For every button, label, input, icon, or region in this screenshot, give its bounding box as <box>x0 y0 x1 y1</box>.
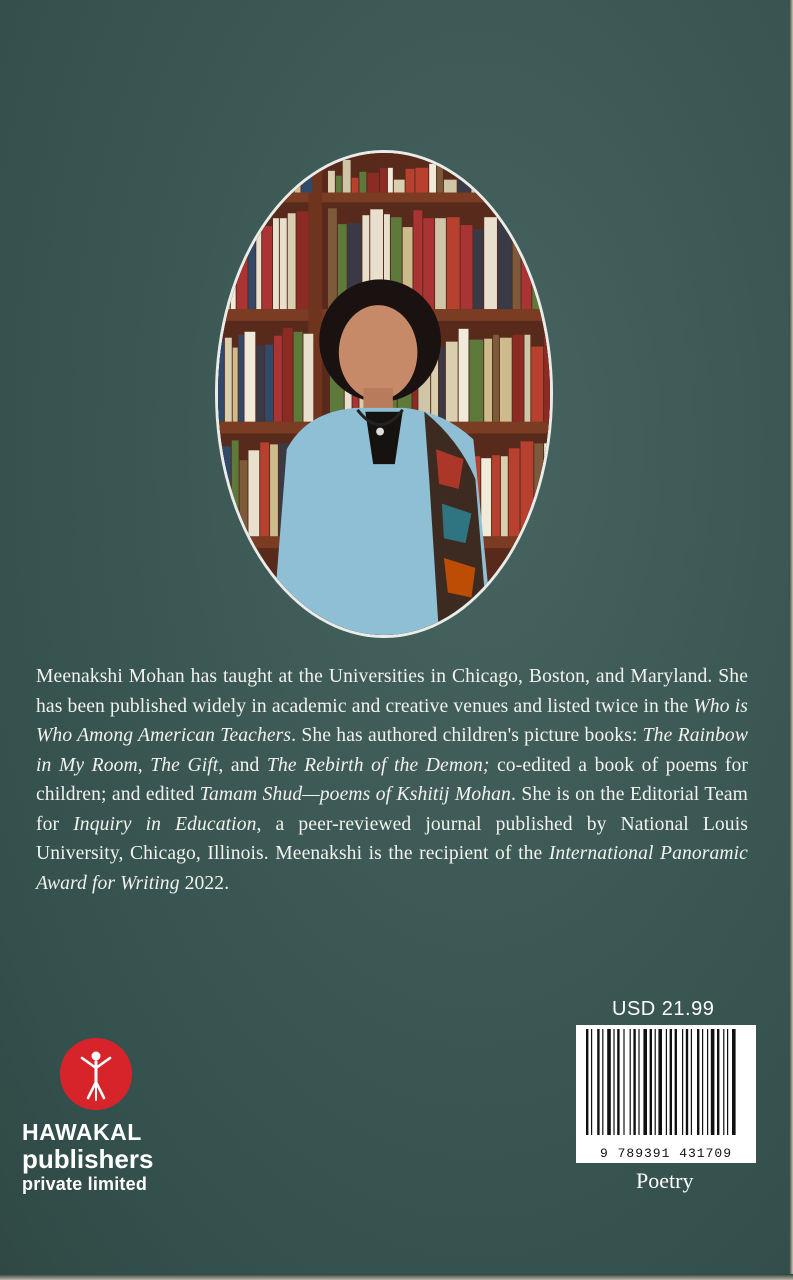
shelf-book <box>270 444 278 536</box>
barcode-bar <box>723 1029 724 1135</box>
barcode-bar <box>670 1029 672 1135</box>
shelf-book <box>459 329 469 422</box>
shelf-book <box>233 348 238 422</box>
author-biography <box>36 662 748 898</box>
shelf-book <box>297 211 309 309</box>
barcode-bar <box>643 1029 647 1135</box>
genre-label: Poetry <box>636 1168 694 1193</box>
barcode-bar <box>658 1029 662 1135</box>
barcode-bar <box>655 1029 656 1135</box>
bio-title-inquiry: Inquiry in Education <box>73 813 257 835</box>
shelf-book <box>225 338 232 422</box>
shelf-book <box>274 336 282 422</box>
shelf-book <box>447 217 460 309</box>
bio-text: , a peer-reviewed journal published by National Louis University, Chicago, Illinois. Meenakshi is the recipient of the <box>36 813 748 864</box>
isbn-number: 9 789391 431709 <box>599 1146 733 1161</box>
shelf-book <box>301 165 312 193</box>
bio-text: , <box>137 754 151 776</box>
bio-title-rainbow: The Rainbow in My Room <box>36 725 748 776</box>
bio-text: co-edited a book of poems for children; and edited <box>36 754 748 805</box>
bio-title-rebirth: The Rebirth of the Demon; <box>266 754 490 776</box>
shelf-book <box>256 346 264 422</box>
shelf-book <box>492 455 500 536</box>
barcode-bar <box>717 1029 719 1135</box>
shelf-book <box>435 218 446 309</box>
shelf-book <box>218 171 227 193</box>
shelf-book <box>406 169 415 193</box>
shelf-book <box>303 334 313 422</box>
shelf-book <box>461 225 473 309</box>
publisher-logo <box>22 1038 172 1195</box>
isbn-barcode <box>576 1025 756 1163</box>
barcode-bar <box>617 1029 619 1135</box>
barcode-bar <box>711 1029 715 1135</box>
shelf-book <box>282 179 287 193</box>
shelf-book <box>531 347 543 422</box>
shelf-book <box>446 342 458 422</box>
shelf-book <box>336 176 342 193</box>
bio-award-name: International Panoramic Award for Writing <box>36 843 748 894</box>
shelf-book <box>534 443 543 536</box>
barcode-bar <box>702 1029 703 1135</box>
shelf-book <box>295 168 301 193</box>
page-edge-bottom <box>0 1274 793 1280</box>
shelf-book <box>471 159 481 193</box>
bio-title-who-is-who: Who is Who Among American Teachers <box>36 695 748 746</box>
shelf-book <box>481 458 491 536</box>
barcode-bar <box>650 1029 652 1135</box>
barcode-bar <box>613 1029 614 1135</box>
shelf-book <box>343 160 351 193</box>
shelf-book <box>532 209 544 309</box>
shelf-book <box>513 335 524 422</box>
shelf-book <box>248 450 259 536</box>
shelf-book <box>484 339 492 422</box>
shelf-book <box>544 336 550 422</box>
shelf-book <box>239 335 244 422</box>
price-label: USD 21.99 <box>612 998 715 1020</box>
shelf-book <box>294 332 303 422</box>
shelf-book <box>544 443 550 536</box>
shelf-book <box>484 217 497 309</box>
shelf-book <box>524 335 530 422</box>
shelf-book <box>228 168 235 193</box>
barcode-bar <box>675 1029 677 1135</box>
barcode-bar <box>633 1029 635 1135</box>
shelf-book <box>232 440 239 536</box>
shelf-book <box>394 180 405 193</box>
shelf-book <box>283 328 293 422</box>
shelf-book <box>503 159 517 193</box>
bio-text: 2022. <box>179 872 230 894</box>
bio-text: , and <box>218 754 267 776</box>
page-edge-right <box>789 0 793 1280</box>
barcode-bar <box>586 1029 588 1135</box>
shelf-book <box>256 209 261 309</box>
shelf-book <box>439 347 445 422</box>
shelf-book <box>359 172 366 193</box>
shelf-book <box>429 164 436 193</box>
barcode-bar <box>686 1029 688 1135</box>
shelf-book <box>236 178 241 193</box>
shelf-book <box>522 217 532 309</box>
barcode-bar <box>623 1029 624 1135</box>
shelf-book <box>288 168 294 193</box>
shelf-book <box>498 220 512 309</box>
shelf-book <box>240 460 248 536</box>
shelf-book <box>380 168 387 193</box>
shelf-book <box>328 208 337 309</box>
barcode-bar <box>597 1029 599 1135</box>
shelf-book <box>248 226 255 309</box>
author-portrait <box>215 150 553 638</box>
shelf-book <box>218 446 231 536</box>
shelf-book <box>444 180 457 193</box>
shelf-book <box>218 341 224 422</box>
bio-text: . She is on the Editorial Team for <box>36 784 749 835</box>
barcode-bar <box>707 1029 708 1135</box>
shelf-book <box>437 164 443 193</box>
shelf-book <box>218 227 230 309</box>
shelf-book <box>493 335 499 422</box>
shelf-book <box>509 448 520 536</box>
barcode-bar <box>602 1029 603 1135</box>
bio-text: Meenakshi Mohan has taught at the Universities in Chicago, Boston, and Maryland. She has been published widely in academic and creative venues and listed twice in the <box>36 666 748 717</box>
shelf-book <box>545 229 550 309</box>
shelf-book <box>231 211 236 309</box>
barcode-bar <box>591 1029 592 1135</box>
shelf-book <box>273 218 279 309</box>
shelf-book <box>518 168 528 193</box>
barcode-bar <box>638 1029 639 1135</box>
barcode-bar <box>607 1029 611 1135</box>
shelf-book <box>491 175 502 193</box>
shelf-book <box>543 169 550 193</box>
shelf-book <box>262 226 272 309</box>
publisher-name: HAWAKAL <box>22 1119 142 1145</box>
shelf-book <box>251 160 262 193</box>
shelf-book <box>265 345 273 422</box>
publisher-line3: private limited <box>22 1174 148 1194</box>
shelf-book <box>271 169 281 193</box>
shelf-book <box>501 456 508 536</box>
bio-title-tamam-shud: Tamam Shud—poems of Kshitij Mohan <box>199 784 511 805</box>
barcode-bar <box>732 1029 736 1135</box>
shelf-book <box>513 224 521 309</box>
shelf-book <box>521 441 534 536</box>
shelf-book <box>352 178 359 193</box>
shelf-book <box>237 222 248 309</box>
shelf-book <box>367 173 379 193</box>
barcode-bar <box>630 1029 631 1135</box>
shelf-book <box>263 173 270 193</box>
barcode-bar <box>691 1029 692 1135</box>
shelf-book <box>469 340 483 422</box>
shelf-book <box>280 218 287 309</box>
barcode-bar <box>697 1029 699 1135</box>
bio-text: . She has authored children's picture books: <box>291 725 643 746</box>
shelf-book <box>458 175 471 193</box>
shelf-book <box>388 168 393 193</box>
shelf-book <box>242 165 251 193</box>
shelf-book <box>423 218 434 309</box>
shelf-book <box>245 332 256 422</box>
barcode-bar <box>682 1029 683 1135</box>
shelf-book <box>260 442 269 536</box>
shelf-book <box>288 213 296 309</box>
bio-title-gift: The Gift <box>150 754 219 776</box>
publisher-line2: publishers <box>22 1144 154 1174</box>
shelf-book <box>328 171 335 193</box>
barcode-bar <box>666 1029 667 1135</box>
dancing-figure-icon <box>60 1038 132 1110</box>
shelf-book <box>415 168 428 193</box>
shelf-book <box>482 163 490 193</box>
shelf-book <box>473 229 483 309</box>
shelf-book <box>500 338 512 422</box>
shelf-book <box>528 169 542 193</box>
barcode-bar <box>727 1029 728 1135</box>
